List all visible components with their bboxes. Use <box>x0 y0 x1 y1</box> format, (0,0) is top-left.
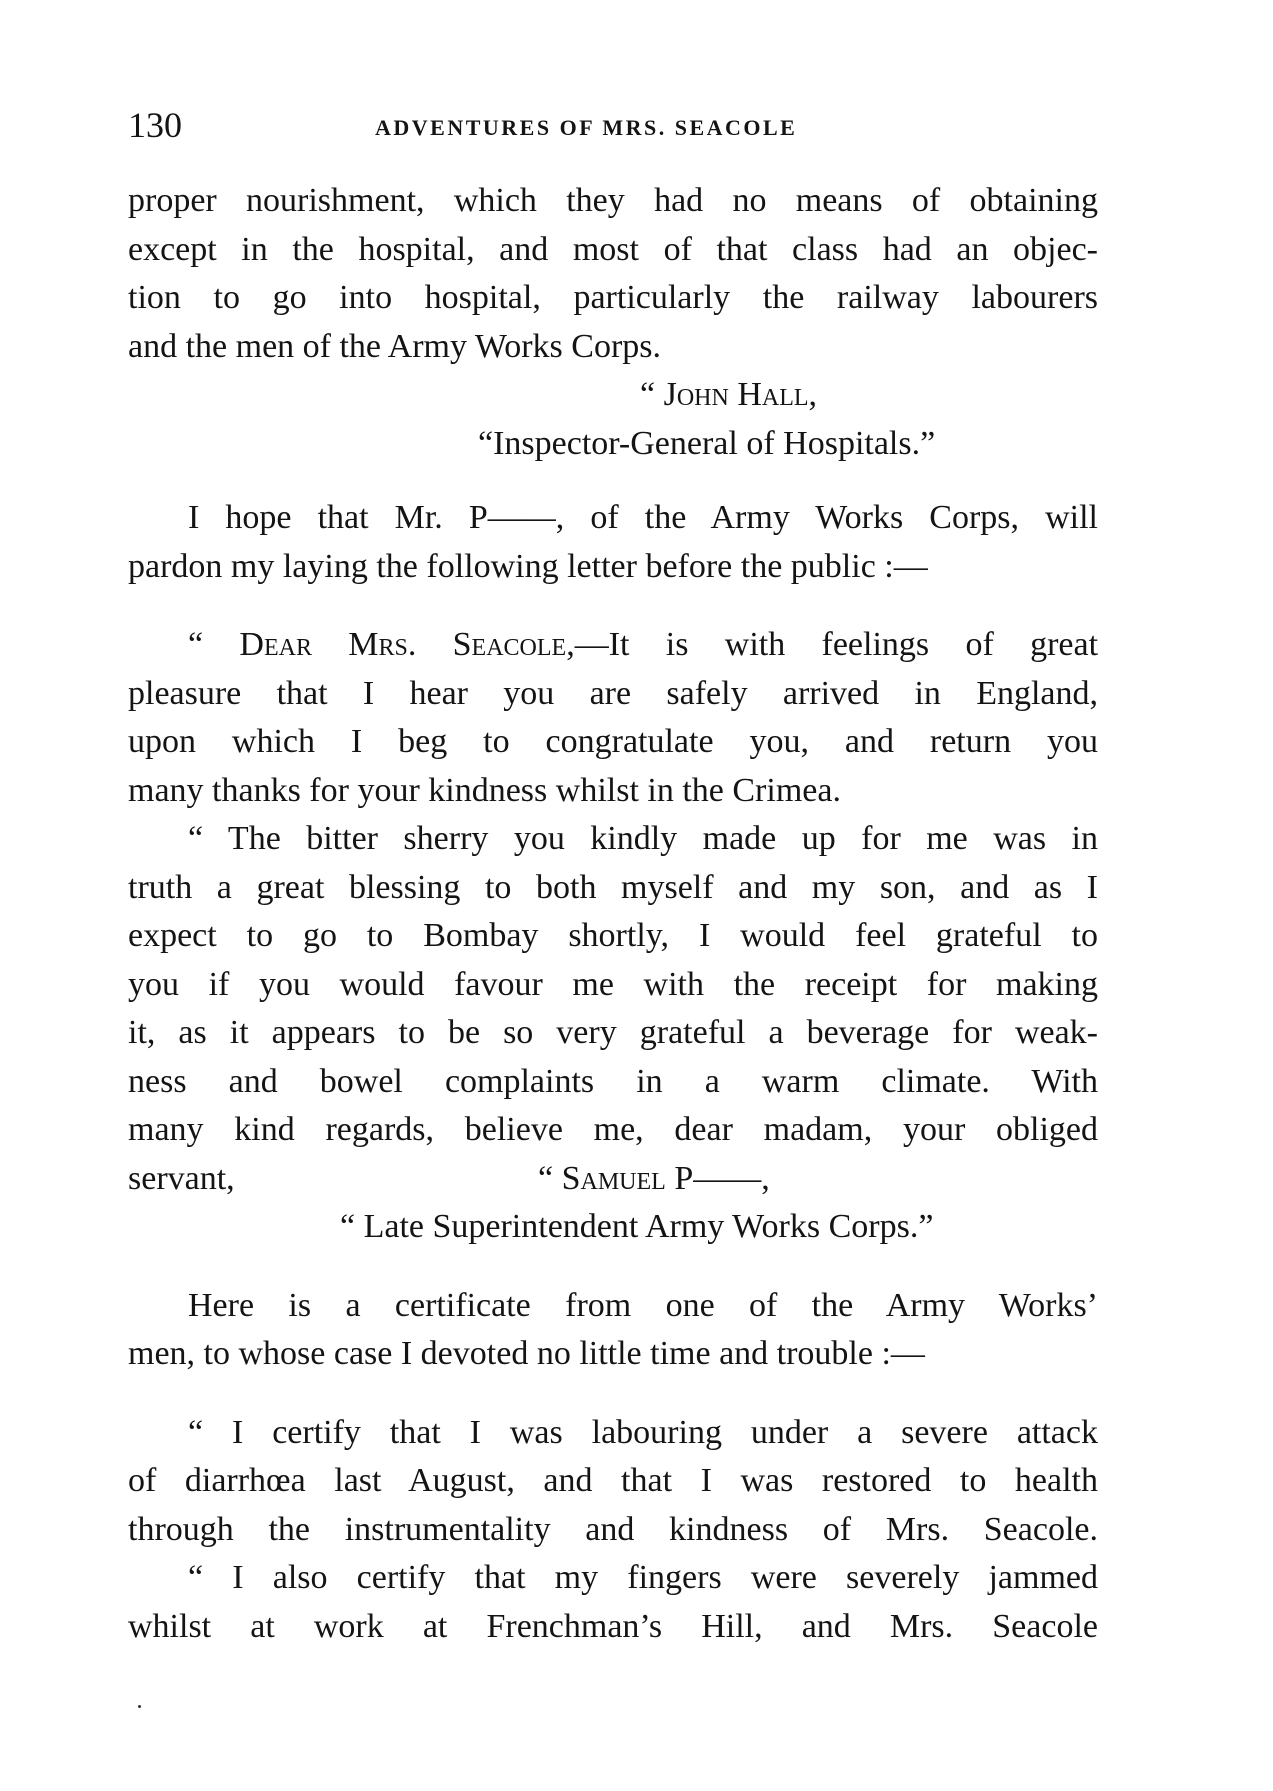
letter-closing <box>128 1155 1098 1204</box>
text-line: whilst at work at Frenchman’s Hill, and Mrs. Seacole <box>128 1607 1098 1645</box>
print-speck <box>138 1705 141 1708</box>
quote-mark: “ <box>188 626 240 663</box>
text-line: tion to go into hospital, particularly the railway labourers <box>128 279 1098 316</box>
text-line: you if you would favour me with the receipt for making <box>128 965 1098 1003</box>
paragraph-continuation <box>128 177 1098 371</box>
page-header <box>128 100 1098 150</box>
punctuation: , <box>808 376 818 413</box>
text-line: pardon my laying the following letter before the public :— <box>128 547 928 585</box>
text-line: “ I also certify that my fingers were severely jammed <box>188 1559 1098 1596</box>
paragraph-intro-certificate <box>128 1282 1098 1379</box>
signature-name <box>128 371 1098 420</box>
quoted-letter <box>128 621 1098 1252</box>
text-line: except in the hospital, and most of that class had an objec- <box>128 230 1098 268</box>
punctuation: , <box>761 1159 770 1197</box>
running-title: ADVENTURES OF MRS. SEACOLE <box>375 115 798 140</box>
text-line: many thanks for your kindness whilst in the Crimea. <box>128 771 841 809</box>
paragraph-intro-letter <box>128 494 1098 591</box>
letter-first-words: ,—It is with feelings of great <box>566 626 1099 663</box>
letter-signature <box>538 1155 770 1204</box>
text-line: “ I certify that I was labouring under a severe attack <box>188 1413 1098 1451</box>
text-line: truth a great blessing to both myself and my son, and as I <box>128 868 1098 906</box>
quoted-certificate <box>128 1409 1098 1652</box>
text-line: I hope that Mr. P——, of the Army Works Corps, will <box>188 499 1098 536</box>
text-line: men, to whose case I devoted no little time and trouble :— <box>128 1335 925 1372</box>
letter-signature-caps: Samuel P—— <box>561 1159 762 1197</box>
text-line: ness and bowel complaints in a warm climate. With <box>128 1062 1098 1100</box>
text-line: “ The bitter sherry you kindly made up for me was in <box>188 820 1098 857</box>
text-line: through the instrumentality and kindness of Mrs. Seacole. <box>128 1510 1098 1548</box>
letter-salutation-line <box>128 621 1098 670</box>
letter-signature-title: “ Late Superintendent Army Works Corps.” <box>340 1208 934 1245</box>
hall-signature <box>128 371 1098 468</box>
letter-valediction: servant, <box>128 1159 235 1197</box>
text-line: many kind regards, believe me, dear madam, your obliged <box>128 1111 1098 1148</box>
text-line: of diarrhœa last August, and that I was restored to health <box>128 1462 1098 1499</box>
letter-salutation: Dear Mrs. Seacole <box>239 626 567 663</box>
signature-name-caps: John Hall <box>663 376 809 413</box>
quote-mark: “ <box>640 376 664 413</box>
text-line: Here is a certificate from one of the Army Works’ <box>188 1286 1098 1324</box>
text-line: it, as it appears to be so very grateful a beverage for weak- <box>128 1014 1098 1051</box>
page-body <box>128 177 1098 1651</box>
text-line: pleasure that I hear you are safely arrived in England, <box>128 674 1098 712</box>
text-line: expect to go to Bombay shortly, I would feel grateful to <box>128 917 1098 954</box>
page-number: 130 <box>128 105 182 145</box>
signature-title: “Inspector-General of Hospitals.” <box>478 424 936 462</box>
text-line: and the men of the Army Works Corps. <box>128 327 662 365</box>
text-line: proper nourishment, which they had no means of obtaining <box>128 182 1098 219</box>
quote-mark: “ <box>538 1159 562 1197</box>
text-line: upon which I beg to congratulate you, and return you <box>128 723 1098 760</box>
